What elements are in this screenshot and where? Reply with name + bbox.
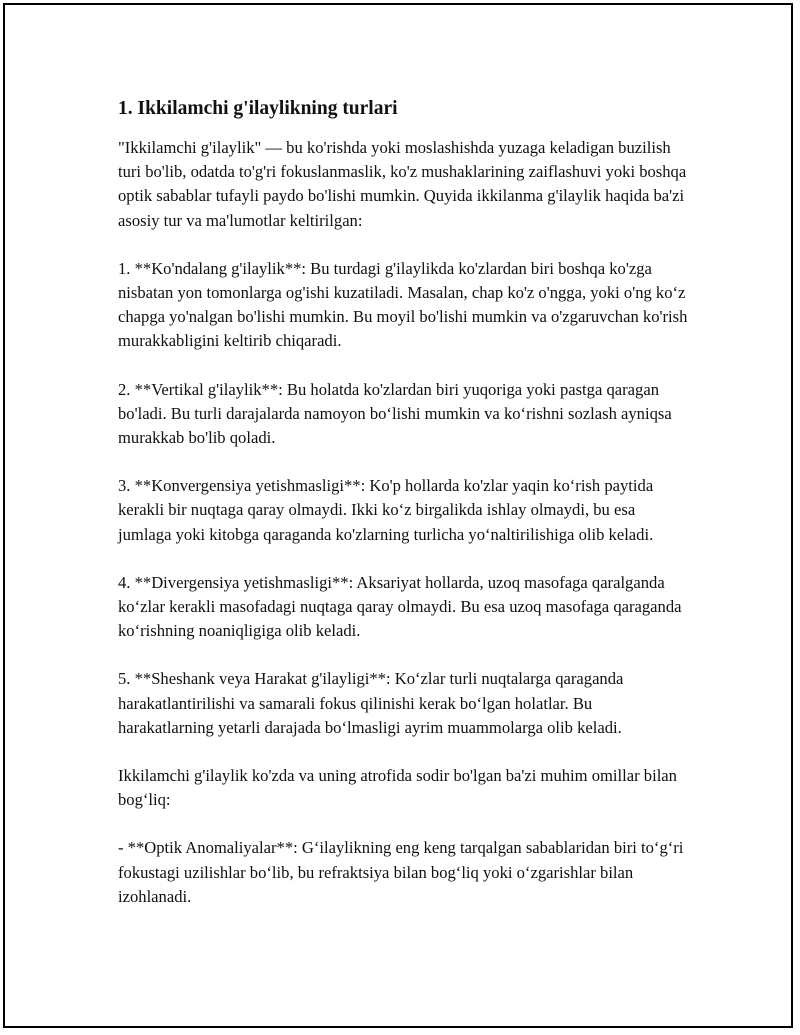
paragraph-movement-strabismus: 5. **Sheshank veya Harakat g'ilayligi**: Ko‘zlar turli nuqtalarga qaraganda harakatlantirilishi va samarali fokus qilinishi kerak bo‘lgan holatlar. Bu harakatlarning yetarli darajada bo‘lmasligi ayrim muammolarga olib keladi.	[118, 669, 624, 737]
paragraph-convergence-insufficiency: 3. **Konvergensiya yetishmasligi**: Ko'p hollarda ko'zlar yaqin ko‘rish paytida kerakli bir nuqtaga qaray olmaydi. Ikki ko‘z birgalikda ishlay olmaydi, bu esa jumlaga yoki kitobga qaraganda ko'zlarning turlicha yo‘naltirilishiga olib keladi.	[118, 476, 654, 544]
document-title: 1. Ikkilamchi g'ilaylikning turlari	[118, 98, 398, 119]
document-body	[118, 96, 688, 933]
paragraph-transverse-strabismus: 1. **Ko'ndalang g'ilaylik**: Bu turdagi g'ilaylikda ko'zlardan biri boshqa ko'zga nisbatan yon tomonlarga og'ishi kuzatiladi. Masalan, chap ko'z o'ngga, yoki o'ng ko‘z chapga yo'nalgan bo'lishi mumkin. Bu moyil bo'lishi mumkin va o'zgaruvchan ko'rish murakkabligini keltirib chiqaradi.	[118, 258, 688, 351]
paragraph-optical-anomalies: - **Optik Anomaliyalar**: G‘ilaylikning eng keng tarqalgan sabablaridan biri to‘g‘ri fokustagi uzilishlar bo‘lib, bu refraktsiya bilan bog‘liq yoki o‘zgarishlar bilan izohlanadi.	[118, 838, 684, 906]
paragraph-factors-intro: Ikkilamchi g'ilaylik ko'zda va uning atrofida sodir bo'lgan ba'zi muhim omillar bilan bog‘liq:	[118, 766, 677, 810]
paragraph-divergence-insufficiency: 4. **Divergensiya yetishmasligi**: Aksariyat hollarda, uzoq masofaga qaralganda ko‘zlar kerakli masofadagi nuqtaga qaray olmaydi. Bu esa uzoq masofaga qaraganda ko‘rishning noaniqligiga olib keladi.	[118, 572, 682, 641]
paragraph-vertical-strabismus: 2. **Vertikal g'ilaylik**: Bu holatda ko'zlardan biri yuqoriga yoki pastga qaragan bo'ladi. Bu turli darajalarda namoyon bo‘lishi mumkin va ko‘rishni sozlash ayniqsa murakkab bo'lib qoladi.	[118, 379, 672, 448]
intro-paragraph: "Ikkilamchi g'ilaylik" — bu ko'rishda yoki moslashishda yuzaga keladigan buzilish turi bo'lib, odatda to'g'ri fokuslanmaslik, ko'z mushaklarining zaiflashuvi yoki boshqa optik sabablar tufayli paydo bo'lishi mumkin. Quyida ikkilanma g'ilaylik haqida ba'zi asosiy tur va ma'lumotlar keltirilgan:	[118, 138, 687, 230]
